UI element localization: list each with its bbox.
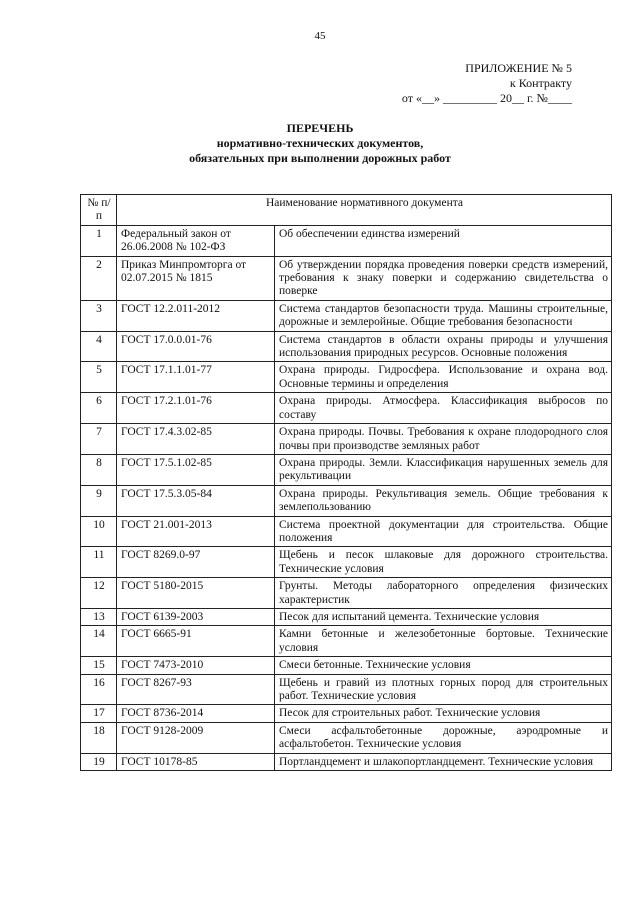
table-header-row [81,195,612,226]
row-document: ГОСТ 17.5.1.02-85 [117,454,275,485]
table-body [81,225,612,770]
row-document: ГОСТ 9128-2009 [117,722,275,753]
appendix-contract: к Контракту [509,76,572,90]
row-number: 15 [81,657,117,674]
table-row [81,300,612,331]
row-number: 1 [81,225,117,256]
row-number: 9 [81,485,117,516]
row-document: ГОСТ 17.0.0.01-76 [117,331,275,362]
appendix-title: ПРИЛОЖЕНИЕ № 5 [465,61,572,75]
document-heading [0,121,640,166]
table-row [81,722,612,753]
row-number: 6 [81,393,117,424]
table-row [81,674,612,705]
documents-table [80,194,612,771]
table-row [81,424,612,455]
heading-subtitle-1: нормативно-технических документов, [216,136,424,150]
row-document: ГОСТ 8267-93 [117,674,275,705]
table-row [81,626,612,657]
row-number: 11 [81,547,117,578]
row-title: Грунты. Методы лабораторного определения физических характеристик [275,578,612,609]
table-row [81,657,612,674]
table-row [81,578,612,609]
row-title: Охрана природы. Гидросфера. Использование и охрана вод. Основные термины и определения [275,362,612,393]
row-document: ГОСТ 10178-85 [117,753,275,770]
row-document: ГОСТ 12.2.011-2012 [117,300,275,331]
row-title: Песок для строительных работ. Технические условия [275,705,612,722]
row-number: 14 [81,626,117,657]
table-row [81,331,612,362]
row-number: 19 [81,753,117,770]
row-title: Щебень и песок шлаковые для дорожного строительства. Технические условия [275,547,612,578]
row-number: 4 [81,331,117,362]
row-number: 18 [81,722,117,753]
row-title: Портландцемент и шлакопортландцемент. Технические условия [275,753,612,770]
table-row [81,753,612,770]
table-row [81,393,612,424]
row-title: Смеси асфальтобетонные дорожные, аэродромные и асфальтобетон. Технические условия [275,722,612,753]
row-number: 13 [81,608,117,625]
row-number: 16 [81,674,117,705]
table-row [81,608,612,625]
page-number: 45 [314,30,326,42]
table-row [81,256,612,300]
row-title: Охрана природы. Рекультивация земель. Общие требования к землепользованию [275,485,612,516]
row-title: Система стандартов безопасности труда. Машины строительные, дорожные и землеройные. Общие требования безопасности [275,300,612,331]
row-title: Охрана природы. Почвы. Требования к охране плодородного слоя почвы при производстве земляных работ [275,424,612,455]
row-document: ГОСТ 17.4.3.02-85 [117,424,275,455]
header-document-name: Наименование нормативного документа [117,195,612,226]
row-document: ГОСТ 6665-91 [117,626,275,657]
table-row [81,485,612,516]
table-row [81,454,612,485]
row-title: Система проектной документации для строительства. Общие положения [275,516,612,547]
table-row [81,547,612,578]
row-number: 3 [81,300,117,331]
row-number: 7 [81,424,117,455]
row-title: Песок для испытаний цемента. Технические условия [275,608,612,625]
row-document: ГОСТ 17.5.3.05-84 [117,485,275,516]
row-number: 10 [81,516,117,547]
heading-title: ПЕРЕЧЕНЬ [286,121,354,135]
row-title: Охрана природы. Земли. Классификация нарушенных земель для рекультивации [275,454,612,485]
row-title: Об обеспечении единства измерений [275,225,612,256]
row-title: Щебень и гравий из плотных горных пород для строительных работ. Технические условия [275,674,612,705]
row-number: 8 [81,454,117,485]
header-number: № п/п [81,195,117,226]
row-document: ГОСТ 8269.0-97 [117,547,275,578]
row-number: 12 [81,578,117,609]
heading-subtitle-2: обязательных при выполнении дорожных работ [189,151,451,165]
row-document: ГОСТ 17.2.1.01-76 [117,393,275,424]
row-title: Об утверждении порядка проведения поверки средств измерений, требования к знаку поверки и содержанию свидетельства о поверке [275,256,612,300]
row-document: ГОСТ 5180-2015 [117,578,275,609]
row-number: 2 [81,256,117,300]
row-title: Смеси бетонные. Технические условия [275,657,612,674]
table-row [81,362,612,393]
row-title: Система стандартов в области охраны природы и улучшения использования природных ресурсов. Основные положения [275,331,612,362]
row-document: ГОСТ 21.001-2013 [117,516,275,547]
table-row [81,705,612,722]
table-row [81,225,612,256]
row-title: Охрана природы. Атмосфера. Классификация выбросов по составу [275,393,612,424]
row-document: Приказ Минпромторга от 02.07.2015 № 1815 [117,256,275,300]
table-row [81,516,612,547]
row-document: Федеральный закон от 26.06.2008 № 102-ФЗ [117,225,275,256]
row-number: 17 [81,705,117,722]
appendix-block [342,61,572,106]
row-number: 5 [81,362,117,393]
row-title: Камни бетонные и железобетонные бортовые. Технические условия [275,626,612,657]
row-document: ГОСТ 6139-2003 [117,608,275,625]
appendix-date-number: от «__» _________ 20__ г. №____ [401,91,572,105]
row-document: ГОСТ 17.1.1.01-77 [117,362,275,393]
row-document: ГОСТ 7473-2010 [117,657,275,674]
row-document: ГОСТ 8736-2014 [117,705,275,722]
